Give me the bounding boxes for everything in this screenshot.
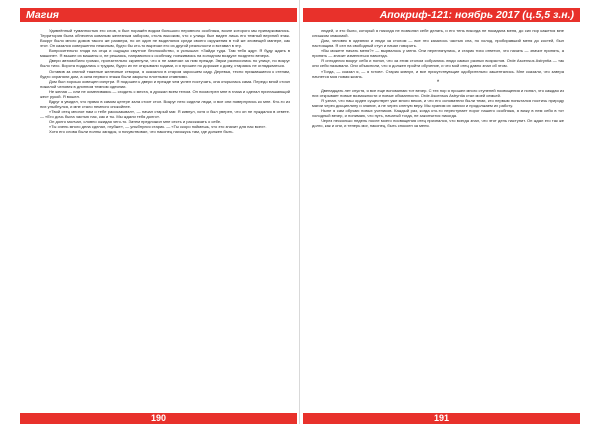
right-footer-bar bbox=[303, 413, 580, 424]
paragraph: Дом был хорошо освещен изнутри. Я подошел к двери и прежде чем успел постучать, она открылась сама. Передо мной стоял пожилой человек в длинном темном одеянии. bbox=[40, 78, 290, 89]
section-separator: * bbox=[436, 79, 440, 86]
paragraph: «Твой отец многое нам о тебе рассказывал», — начал старый маг. Я кивнул, хотя и был уверен, что он не нуждался в ответе. — «Его дочь была частью нас, как и ты. Мы ждали тебя долго». bbox=[40, 109, 290, 120]
paragraph: Через несколько недель после моего посвящения отец признался, что всегда знал, что этот день наступит. Он ждал его так же долго, как и они, и теперь мог, наконец, быть спокоен за меня. bbox=[312, 118, 564, 129]
left-page-text bbox=[40, 28, 290, 394]
right-header-bar bbox=[303, 8, 580, 22]
right-header-title: Апокриф-121: ноябрь 2017 (ц.5,5 з.н.) bbox=[379, 9, 574, 21]
left-footer-bar bbox=[20, 413, 297, 424]
paragraph: Я огляделся вокруг себя и понял, что за этим столом собрались люди самых разных возрастов. Orde Ascensus Astryntia — так они себя называли. Они объяснили, что я должен пройти обучение, и что мой отец давно знал об этом. bbox=[312, 58, 564, 69]
paragraph: Дом, человек в одеянии и люди за столом — все это казалось частью сна, но холод, пробиравший меня до костей, был настоящим. Я сел на свободный стул и начал говорить. bbox=[312, 38, 564, 49]
paragraph: Не желая — или не осмеливаясь — сходить с места, я дрожал всем телом. Он посмотрел мне в глаза и сделал приглашающий жест рукой. Я вошел. bbox=[40, 88, 290, 99]
paragraph: Двери автомобиля громко, пронзительно скрипнули, что я не замечал за ним прежде. Звуки разносились по улице, но вокруг было тихо. Ворота поддались с трудом, будто их не открывали годами, и я прошел по дорожке к дому, стараясь не оглядываться. bbox=[40, 58, 290, 69]
right-page bbox=[300, 0, 600, 424]
paragraph: Он долго молчал, словно ожидая чего-то. Затем предложил мне сесть и рассказать о себе. bbox=[49, 119, 222, 125]
paragraph: Удивлённый туманностью его слов, я был поражён видом большого неровного особняка, возле которого мы припарковались. Территория была обнесена кованым железным забором, столь высоким, что с улицы был виден лишь его темный верхний этаж. Вокруг было много домов такого же размера, но он один не выделялся среди своего окружения в той же зловещей манере, как этот. Он казался совершенно нежилым, будто бы кто-то вырезал его из другой реальности и вставил в эту. bbox=[40, 28, 290, 49]
paragraph: «Тогда, — сказал я, — я готов». Старик кивнул, и все присутствующие одобрительно зашептались. Мне сказали, что завтра начнется моя новая жизнь. bbox=[312, 68, 564, 79]
paragraph: Я узнал, что наш орден существует уже много веков, и что его основатели были теми, кто первым попытался постичь природу магии через дисциплину и знание, а не через слепую веру. Мы храним их записи и продолжаем их работу. bbox=[312, 97, 564, 108]
left-header-title: Магия bbox=[26, 9, 59, 21]
paragraph: «Ты очень много дела сделал, глубже», — улыбнулся старик. — «Ты скоро поймешь, что это значит для нас всех». bbox=[49, 124, 267, 130]
paragraph: Вдруг я увидел, что прямо в самом центре зала стоит стол. Вокруг него сидели люди, и все они повернулись ко мне. Кто-то из них улыбнулся, и мне стало немного спокойнее. bbox=[40, 98, 290, 109]
paragraph: Вопросительно глядя на отца и ощущая смутное беспокойство, я услышал: «Зайди туда. Там тебя ждут. Я буду ждать в машине». Я вышел из машины и, не решаясь, направился к особняку, поеживаясь на холодном воздухе позднего вечера. bbox=[40, 48, 290, 59]
right-page-text bbox=[312, 28, 564, 394]
left-header-bar bbox=[20, 8, 297, 22]
paragraph: Ныне я сам обучаю новых учеников. Каждый раз, когда кто-то переступает порог нашего особняка, я вижу в нем себя в тот холодный вечер, и понимаю, что путь, начатый тогда, не закончится никогда. bbox=[312, 107, 564, 118]
right-page-number: 191 bbox=[433, 413, 450, 423]
left-page-number: 190 bbox=[150, 413, 167, 423]
paragraph: Оставив за спиной тяжелые железные створки, я оказался в старом заросшем саду. Деревья, тесно прижавшиеся к стенам, будто охраняли дом, а окна первого этажа были закрыты плотными ставнями. bbox=[40, 68, 290, 79]
paragraph: людей, и это было, который я никогда не позволял себе делать, и его тень никогда не покидала меня, до сих пор кажется мне слишком знакомой. bbox=[312, 28, 564, 39]
paragraph: «Вы можете начать меня?» — вырвалось у меня. Они переглянулись, и старик тихо ответил, что начать — значит принять, а принять — значит измениться навсегда. bbox=[312, 48, 564, 59]
paragraph: Двенадцать лет спустя, я все еще вспоминаю тот вечер. С тех пор я прошел много ступеней посвящения и понял, что каждая из них открывает новые возможности и новые обязанности. Orde Ascensus Astryntia стал моей семьей. bbox=[312, 87, 564, 98]
paragraph: Хотя его слова были полны загадок, я почувствовал, что наконец нахожусь там, где должен быть. bbox=[49, 129, 234, 135]
